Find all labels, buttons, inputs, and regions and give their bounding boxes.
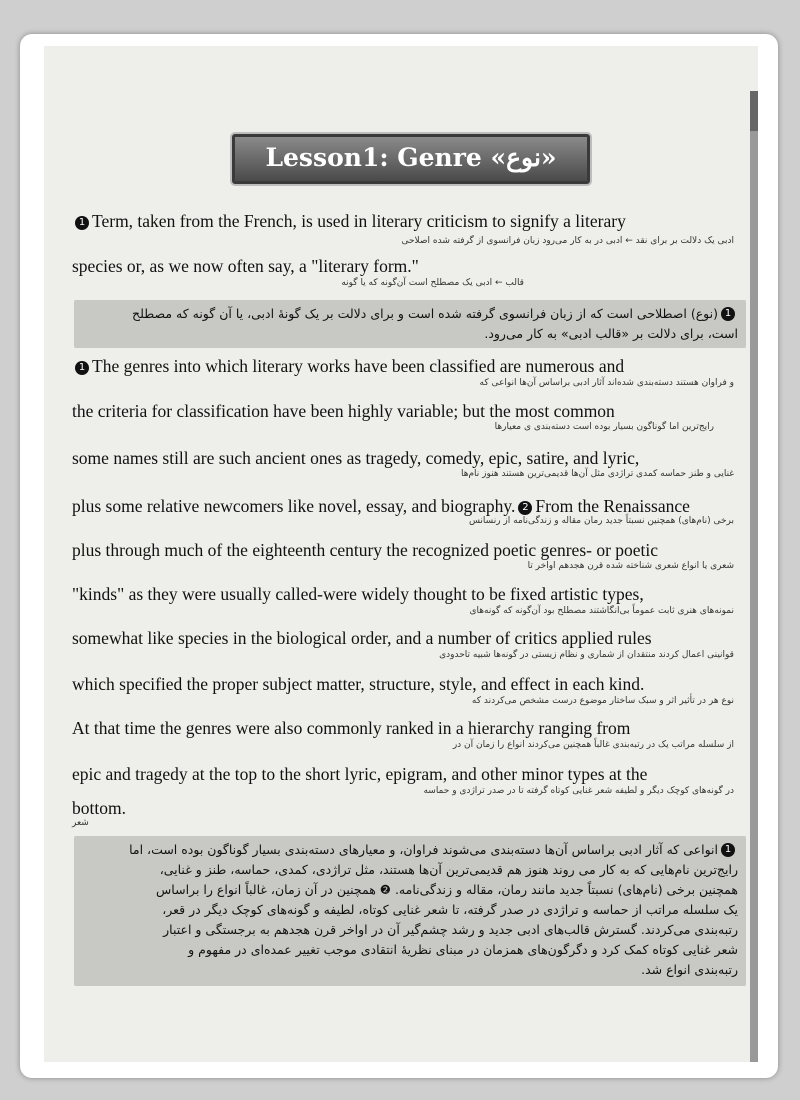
- english-line: At that time the genres were also commonly ranked in a hierarchy ranging from: [72, 718, 631, 738]
- gloss-line: ادبی یک دلالت بر برای نقد ← ادبی در به کار می‌رود زبان فرانسوی از گرفته شده اصلاحی: [401, 236, 734, 246]
- translation-line: است، برای دلالت بر «قالب ادبی» به کار می‌رود.: [484, 326, 738, 341]
- english-line: 1 Term, taken from the French, is used in literary criticism to signify a literary: [72, 211, 742, 232]
- gloss-line: قوانینی اعمال کردند منتقدان از شماری و نظام زیستی در گونه‌ها شبیه تاحدودی: [439, 650, 734, 660]
- lesson-title-banner: [232, 134, 590, 184]
- gloss-line: برخی (نام‌های) همچنین نسبتاً جدید رمان مقاله و زندگی‌نامه از رنسانس: [468, 516, 734, 526]
- paragraph-marker: 1: [75, 216, 89, 230]
- english-line: somewhat like species in the biological order, and a number of critics applied rules: [72, 628, 652, 648]
- english-line: "kinds" as they were usually called-were widely thought to be fixed artistic types,: [72, 584, 644, 604]
- english-line: bottom.: [72, 798, 126, 818]
- translation-line: 1انواعی که آثار ادبی براساس آن‌ها دسته‌بندی می‌شوند فراوان، و معیارهای دسته‌بندی بسیار گوناگون بوده است، اما: [80, 842, 738, 857]
- translation-line: همچنین برخی (نام‌های) نسبتاً جدید مانند رمان، مقاله و زندگی‌نامه. ❷ همچنین در آن زمان، غالباً انواع را براساس: [156, 882, 738, 897]
- english-line: which specified the proper subject matter, structure, style, and effect in each kind.: [72, 674, 645, 694]
- gloss-line: و فراوان هستند دسته‌بندی شده‌اند آثار ادبی براساس آن‌ها انواعی که: [479, 378, 734, 388]
- translation-box-2: [74, 836, 746, 986]
- gloss-line: نوع هر در تأثیر اثر و سبک ساختار موضوع درست مشخص می‌کردند که: [471, 696, 734, 706]
- english-line: some names still are such ancient ones as tragedy, comedy, epic, satire, and lyric,: [72, 448, 640, 468]
- translation-line: 1(نوع) اصطلاحی است که از زبان فرانسوی گرفته شده است و برای دلالت بر یک گونهٔ ادبی، یا آن گونه که مصطلح: [80, 306, 738, 321]
- translation-line: رایج‌ترین نام‌هایی که به کار می روند هنوز هم قدیمی‌ترین آن‌ها هستند، مثل تراژدی، کمدی، حماسه، طنز و غنایی،: [159, 862, 738, 877]
- translation-line: یک سلسله مراتب از حماسه و تراژدی در صدر گرفته، تا شعر غنایی کوتاه، لطیفه و گونه‌های کوچک دیگر در قعر،: [162, 902, 738, 917]
- gloss-line: غنایی و طنز حماسه کمدی تراژدی مثل آن‌ها قدیمی‌ترین هستند هنوز نام‌ها: [460, 469, 734, 479]
- translation-box-1: [74, 300, 746, 348]
- english-line: species or, as we now often say, a "literary form.": [72, 256, 419, 276]
- gloss-line: رایج‌ترین اما گوناگون بسیار بوده است دسته‌بندی ی معیارها: [494, 422, 714, 432]
- translation-line: شعر غنایی کوتاه کمک کرد و دگرگون‌های همزمان در مبنای نظریهٔ انتقادی موجب تغییر عمده‌ای در مفهوم و: [188, 942, 738, 957]
- gloss-line: از سلسله مراتب یک در رتبه‌بندی غالباً همچنین می‌کردند انواع را زمان آن در: [452, 740, 734, 750]
- page-edge: [750, 91, 758, 1062]
- gloss-line: در گونه‌های کوچک دیگر و لطیفه شعر غنایی کوتاه گرفته تا در صدر تراژدی و حماسه: [423, 786, 734, 796]
- translation-line: رتبه‌بندی می‌کردند. گسترش قالب‌های ادبی جدید و رشد چشم‌گیر آن در اواخر قرن هجدهم به برجستگی و اعتبار: [163, 922, 738, 937]
- english-line: epic and tragedy at the top to the short lyric, epigram, and other minor types at the: [72, 764, 648, 784]
- english-line: plus some relative newcomers like novel, essay, and biography. 2 From the Renaissance: [72, 496, 690, 516]
- gloss-line: قالب ← ادبی یک مصطلح است آن‌گونه که یا گونه: [341, 278, 524, 288]
- lesson-title: Lesson1: Genre «نوع»: [265, 143, 557, 172]
- translation-line: رتبه‌بندی انواع شد.: [641, 962, 738, 977]
- english-line: the criteria for classification have been highly variable; but the most common: [72, 401, 615, 421]
- page-edge-tab: [750, 91, 758, 131]
- gloss-line: شعر: [72, 818, 89, 828]
- gloss-line: نمونه‌های هنری ثابت عموماً بی‌انگاشتند مصطلح بود آن‌گونه که گونه‌های: [469, 606, 734, 616]
- english-line: 1 The genres into which literary works have been classified are numerous and: [72, 356, 742, 377]
- book-page: [44, 46, 758, 1062]
- gloss-line: شعری یا انواع شعری شناخته شده قرن هجدهم اواخر تا: [527, 561, 734, 571]
- english-line: plus through much of the eighteenth century the recognized poetic genres- or poetic: [72, 540, 659, 560]
